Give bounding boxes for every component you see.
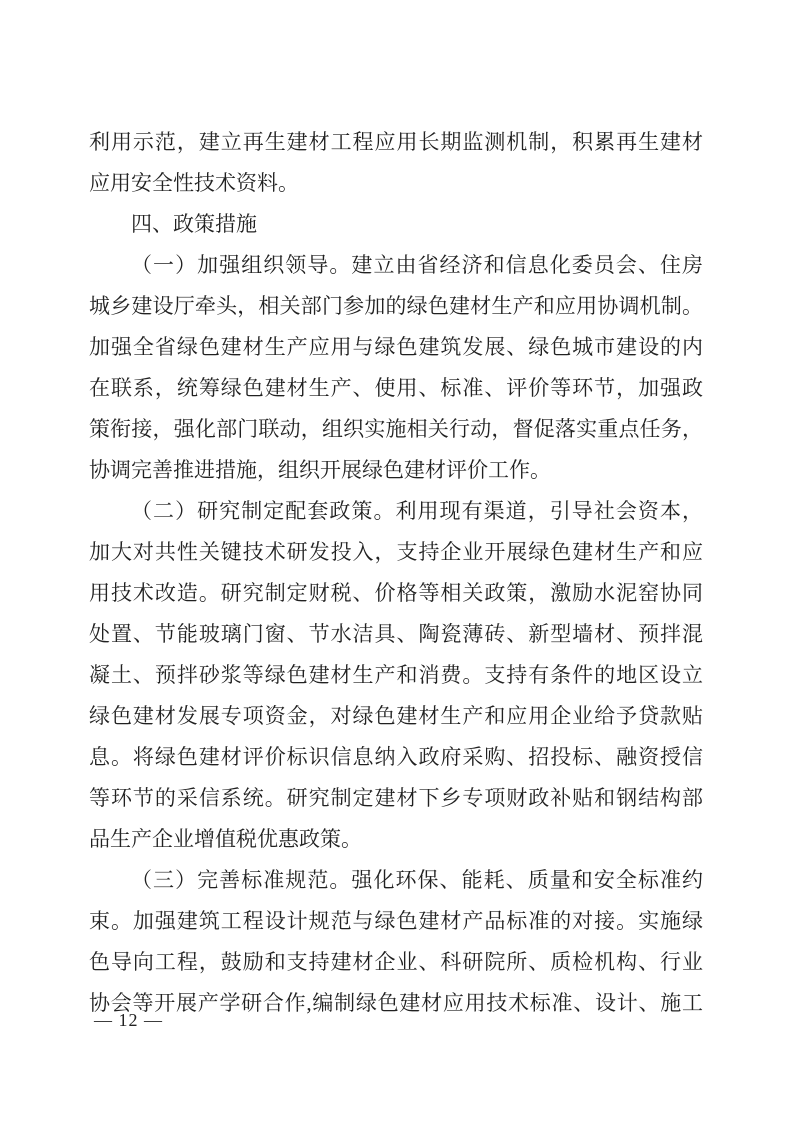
body-line: （二）研究制定配套政策。利用现有渠道，引导社会资本， — [131, 499, 703, 523]
body-line: 利用示范，建立再生建材工程应用长期监测机制，积累再生建材 — [89, 130, 703, 154]
body-line: 城乡建设厅牵头，相关部门参加的绿色建材生产和应用协调机制。 — [89, 294, 703, 318]
body-line: 用技术改造。研究制定财税、价格等相关政策，激励水泥窑协同 — [89, 581, 703, 605]
body-line: （一）加强组织领导。建立由省经济和信息化委员会、住房 — [131, 253, 703, 277]
body-line: 协会等开展产学研合作,编制绿色建材应用技术标准、设计、施工 — [89, 991, 703, 1015]
body-line: 应用安全性技术资料。 — [89, 171, 299, 195]
body-line: 绿色建材发展专项资金，对绿色建材生产和应用企业给予贷款贴 — [89, 704, 703, 728]
body-line: 在联系，统筹绿色建材生产、使用、标准、评价等环节，加强政 — [89, 376, 703, 400]
body-line: 加强全省绿色建材生产应用与绿色建筑发展、绿色城市建设的内 — [89, 335, 703, 359]
document-body — [89, 122, 703, 1024]
body-line: 加大对共性关键技术研发投入，支持企业开展绿色建材生产和应 — [89, 540, 703, 564]
body-line: 策衔接，强化部门联动，组织实施相关行动，督促落实重点任务， — [89, 417, 703, 441]
body-line: 束。加强建筑工程设计规范与绿色建材产品标准的对接。实施绿 — [89, 909, 703, 933]
section-heading: 四、政策措施 — [131, 212, 257, 236]
body-line: 品生产企业增值税优惠政策。 — [89, 827, 362, 851]
body-line: 息。将绿色建材评价标识信息纳入政府采购、招投标、融资授信 — [89, 745, 703, 769]
page-number: — 12 — — [94, 1010, 163, 1030]
body-line: 协调完善推进措施，组织开展绿色建材评价工作。 — [89, 458, 551, 482]
body-line: 处置、节能玻璃门窗、节水洁具、陶瓷薄砖、新型墙材、预拌混 — [89, 622, 703, 646]
body-line: （三）完善标准规范。强化环保、能耗、质量和安全标准约 — [131, 868, 703, 892]
body-line: 等环节的采信系统。研究制定建材下乡专项财政补贴和钢结构部 — [89, 786, 703, 810]
body-line: 色导向工程，鼓励和支持建材企业、科研院所、质检机构、行业 — [89, 950, 703, 974]
body-line: 凝土、预拌砂浆等绿色建材生产和消费。支持有条件的地区设立 — [89, 663, 703, 687]
